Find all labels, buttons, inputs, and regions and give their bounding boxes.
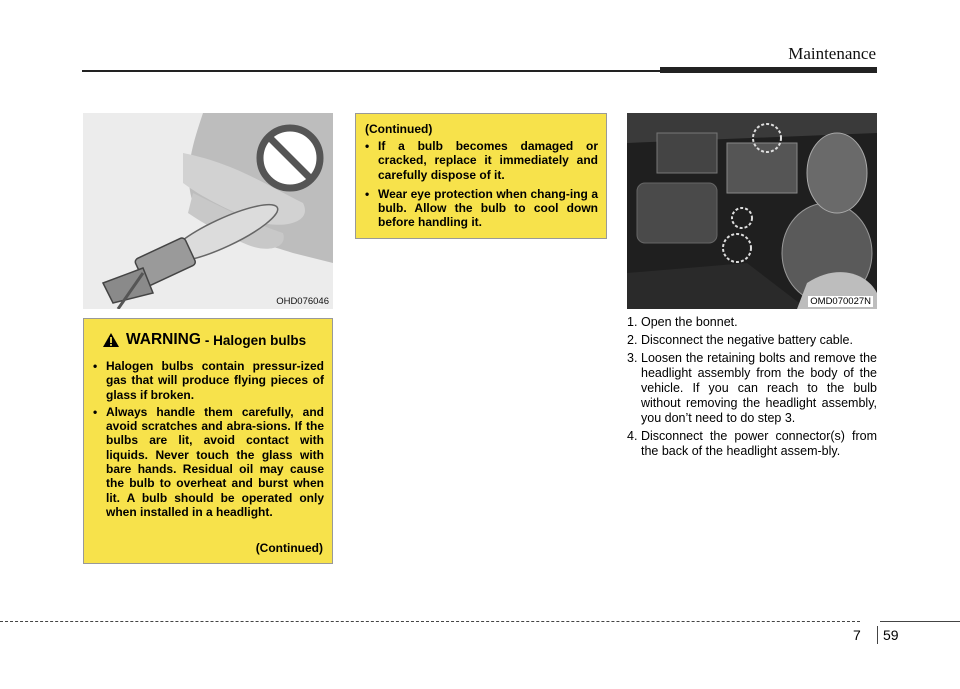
figure-code: OHD076046 xyxy=(276,296,329,307)
list-item xyxy=(627,351,877,426)
step-number: 1. xyxy=(627,315,638,329)
warning-heading xyxy=(102,331,306,349)
chapter-number: 7 xyxy=(853,627,861,643)
warning-box xyxy=(83,318,333,564)
step-number: 2. xyxy=(627,333,638,347)
header-rule xyxy=(82,70,682,72)
list-item: • Wear eye protection when chang-ing a bulb. Allow the bulb to cool down before handling it. xyxy=(364,187,598,230)
continued-list xyxy=(364,139,598,235)
warning-continued-box xyxy=(355,113,607,239)
step-text: Loosen the retaining bolts and remove the headlight assembly from the body of the vehicle. If you can reach to the bulb without removing the headlight assembly, you don’t need to do step 3. xyxy=(641,351,877,425)
prohibited-sign-icon xyxy=(255,123,325,193)
engine-bay-photo xyxy=(627,113,877,309)
warning-subtitle: - Halogen bulbs xyxy=(204,332,307,348)
step-text: Disconnect the negative battery cable. xyxy=(641,333,853,347)
header-title: Maintenance xyxy=(788,44,876,63)
step-number: 3. xyxy=(627,351,638,365)
list-item xyxy=(627,315,877,330)
list-item xyxy=(627,429,877,459)
page-number: 59 xyxy=(883,627,899,643)
footer-rule-right xyxy=(880,621,960,622)
list-item xyxy=(627,333,877,348)
list-item: • Always handle them carefully, and avoid scratches and abra-sions. If the bulbs are lit, avoid contact with liquids. Never touch the glass with bare hands. Residual oil may cause the bulb to overheat and burst when lit. A bulb should be operated only when installed in a headlight. xyxy=(92,405,324,519)
step-text: Open the bonnet. xyxy=(641,315,738,329)
footer-rule xyxy=(0,621,860,622)
list-item: • If a bulb becomes damaged or cracked, replace it immediately and carefully dispose of it. xyxy=(364,139,598,182)
warning-title: WARNING xyxy=(126,331,201,348)
page-number-divider xyxy=(877,626,878,644)
continued-label: (Continued) xyxy=(255,541,323,555)
step-number: 4. xyxy=(627,429,638,443)
warning-triangle-icon xyxy=(102,332,120,348)
step-text: Disconnect the power connector(s) from the back of the headlight assem-bly. xyxy=(641,429,877,458)
halogen-bulb-illustration xyxy=(83,113,333,309)
procedure-steps xyxy=(627,315,877,462)
warning-list xyxy=(92,359,324,522)
list-item: • Halogen bulbs contain pressur-ized gas that will produce flying pieces of glass if broken. xyxy=(92,359,324,402)
header-rule-accent xyxy=(660,67,877,73)
figure-code: OMD070027N xyxy=(810,296,871,307)
continued-heading: (Continued) xyxy=(365,122,433,136)
